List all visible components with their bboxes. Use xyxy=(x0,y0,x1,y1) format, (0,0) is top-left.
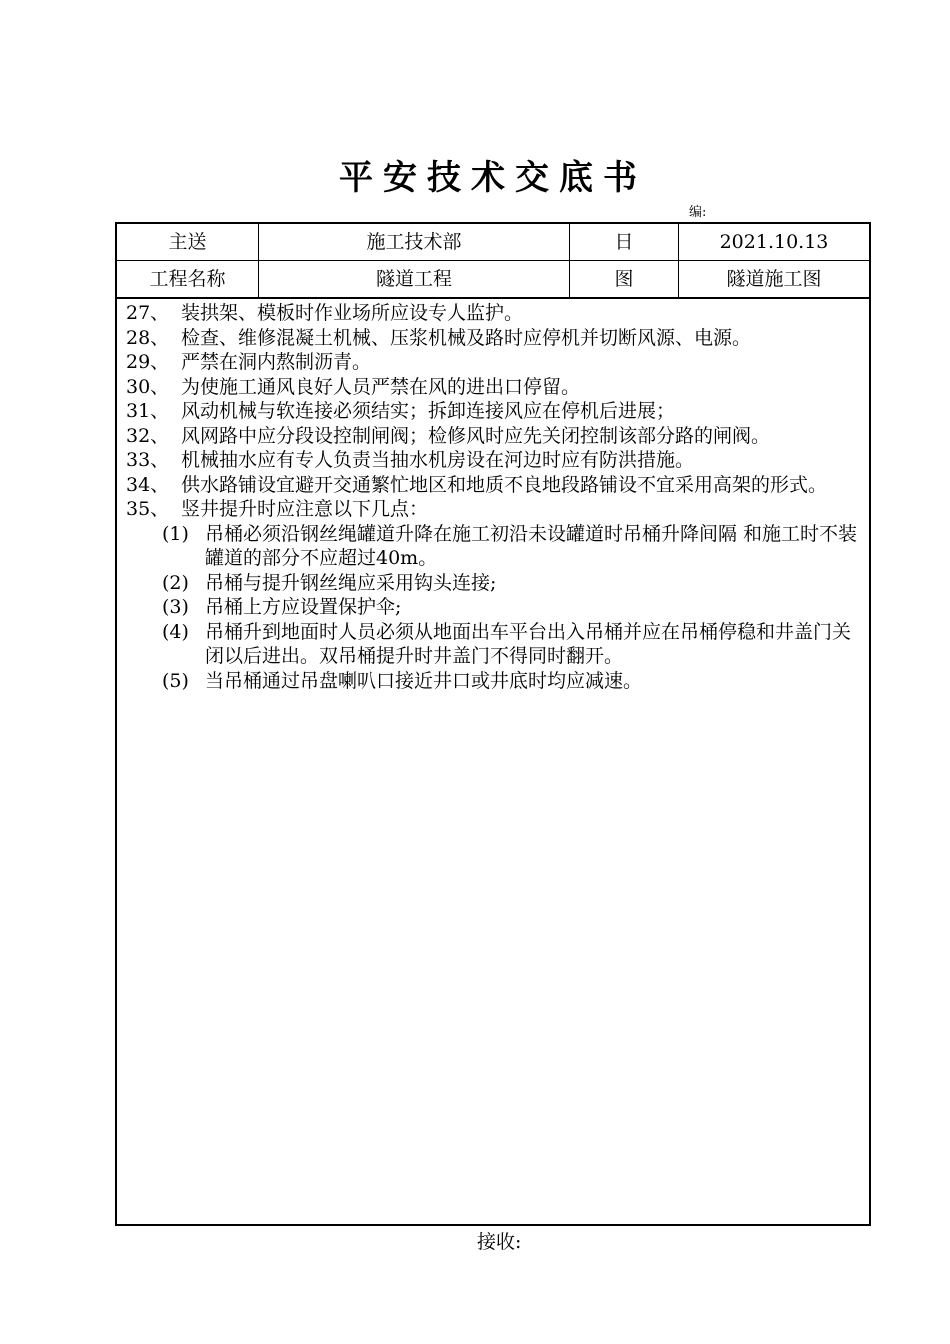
item-number: 32、 xyxy=(126,424,170,447)
bian-label: 编: xyxy=(689,205,707,220)
list-item xyxy=(126,326,862,351)
item-text: 为使施工通风良好人员严禁在风的进出口停留。 xyxy=(181,375,581,398)
list-item xyxy=(126,424,862,449)
list-item xyxy=(126,375,862,400)
sub-list-item xyxy=(126,595,862,620)
list-item xyxy=(126,399,862,424)
sub-item-number: (1) xyxy=(162,522,189,545)
header-row-1 xyxy=(117,224,869,261)
item-number: 30、 xyxy=(126,375,170,398)
item-number: 34、 xyxy=(126,473,170,496)
item-text: 风网路中应分段设控制闸阀；检修风时应先关闭控制该部分路的闸阀。 xyxy=(181,424,771,447)
sub-item-text: 吊桶上方应设置保护伞; xyxy=(205,596,402,618)
list-item xyxy=(126,301,862,326)
header-row-2 xyxy=(117,261,869,299)
list-item xyxy=(126,350,862,375)
sub-item-number: (4) xyxy=(162,620,189,643)
list-item xyxy=(126,497,862,522)
date-label: 日 xyxy=(570,224,679,260)
sub-item-text: 吊桶与提升钢丝绳应采用钩头连接; xyxy=(205,571,497,594)
document-title: 平安技术交底书 xyxy=(339,158,647,198)
sub-list-item xyxy=(126,571,862,596)
recipient-value: 施工技术部 xyxy=(259,224,570,260)
date-value: 2021.10.13 xyxy=(719,231,829,253)
sub-list-item xyxy=(126,620,862,669)
content-body xyxy=(126,301,862,693)
item-number: 31、 xyxy=(126,400,170,422)
sub-item-number: (3) xyxy=(162,596,189,618)
sub-item-number: (2) xyxy=(162,571,189,594)
item-number: 29、 xyxy=(126,351,170,373)
drawing-value: 隧道施工图 xyxy=(726,268,822,290)
sub-item-number: (5) xyxy=(162,669,189,692)
sub-item-text: 当吊桶通过吊盘喇叭口接近井口或井底时均应减速。 xyxy=(205,669,643,692)
item-number: 28、 xyxy=(126,326,170,349)
item-text: 风动机械与软连接必须结实；拆卸连接风应在停机后进展； xyxy=(181,400,676,422)
list-item xyxy=(126,448,862,473)
sub-list-item xyxy=(126,669,862,694)
drawing-label: 图 xyxy=(570,261,679,297)
item-text: 严禁在洞内熬制沥青。 xyxy=(181,351,372,373)
sub-item-text: 吊桶必须沿钢丝绳罐道升降在施工初沿未设罐道时吊桶升降间隔 和施工时不装罐道的部分不应超过40m。 xyxy=(205,522,858,569)
list-item xyxy=(126,473,862,498)
item-number: 27、 xyxy=(126,302,170,324)
receive-label: 接收: xyxy=(477,1231,522,1253)
item-text: 机械抽水应有专人负责当抽水机房设在河边时应有防洪措施。 xyxy=(181,449,695,471)
sub-list-item xyxy=(126,522,862,571)
item-number: 35、 xyxy=(126,498,170,520)
item-number: 33、 xyxy=(126,449,170,471)
item-text: 供水路铺设宜避开交通繁忙地区和地质不良地段路铺设不宜采用高架的形式。 xyxy=(181,473,828,496)
project-name-label: 工程名称 xyxy=(117,261,259,297)
project-name-value: 隧道工程 xyxy=(259,261,570,297)
recipient-label: 主送 xyxy=(117,224,259,260)
item-text: 竖井提升时应注意以下几点： xyxy=(181,498,429,520)
item-text: 装拱架、模板时作业场所应设专人监护。 xyxy=(181,302,524,324)
sub-item-text: 吊桶升到地面时人员必须从地面出车平台出入吊桶并应在吊桶停稳和井盖门关闭以后进出。双吊桶提升时井盖门不得同时翻开。 xyxy=(205,620,852,667)
form-frame xyxy=(115,222,871,1226)
item-text: 检查、维修混凝土机械、压浆机械及路时应停机并切断风源、电源。 xyxy=(181,326,752,349)
